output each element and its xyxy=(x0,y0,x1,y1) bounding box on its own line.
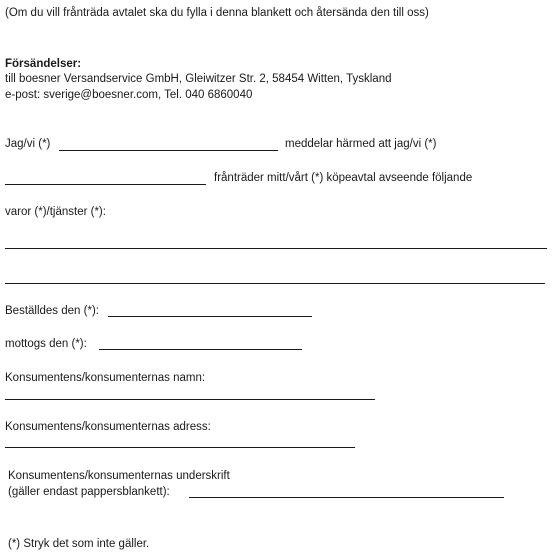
mottogs-label: mottogs den (*): xyxy=(5,338,87,350)
intro-text: (Om du vill frånträda avtalet ska du fylla i denna blankett och återsända den till oss) xyxy=(5,7,429,19)
goods-input-line-2[interactable] xyxy=(5,283,545,284)
recipient-address: till boesner Versandservice GmbH, Gleiwitzer Str. 2, 58454 Witten, Tyskland xyxy=(5,73,392,85)
recipient-heading: Försändelser: xyxy=(5,58,82,70)
recipient-contact: e-post: sverige@boesner.com, Tel. 040 6860040 xyxy=(5,89,253,101)
goods-input-line-1[interactable] xyxy=(5,248,547,249)
footnote: (*) Stryk det som inte gäller. xyxy=(8,538,150,550)
ordered-date-line[interactable] xyxy=(108,316,312,317)
meddelar-text: meddelar härmed att jag/vi (*) xyxy=(285,138,437,150)
underskrift-label: Konsumentens/konsumenternas underskrift xyxy=(8,470,230,482)
name-input-line[interactable] xyxy=(5,184,206,185)
underskrift-note: (gäller endast pappersblankett): xyxy=(8,486,170,498)
adress-label: Konsumentens/konsumenternas adress: xyxy=(5,421,211,433)
varor-label: varor (*)/tjänster (*): xyxy=(5,206,106,218)
jag-vi-label: Jag/vi (*) xyxy=(5,138,51,150)
signature-line[interactable] xyxy=(189,497,504,498)
franträder-text: frånträder mitt/vårt (*) köpeavtal avseende följande xyxy=(214,172,473,184)
consumer-address-line[interactable] xyxy=(5,447,355,448)
consumer-name-line[interactable] xyxy=(5,399,375,400)
bestallds-label: Beställdes den (*): xyxy=(5,305,99,317)
namn-label: Konsumentens/konsumenternas namn: xyxy=(5,372,206,384)
jag-vi-input-line[interactable] xyxy=(59,150,278,151)
received-date-line[interactable] xyxy=(99,349,302,350)
